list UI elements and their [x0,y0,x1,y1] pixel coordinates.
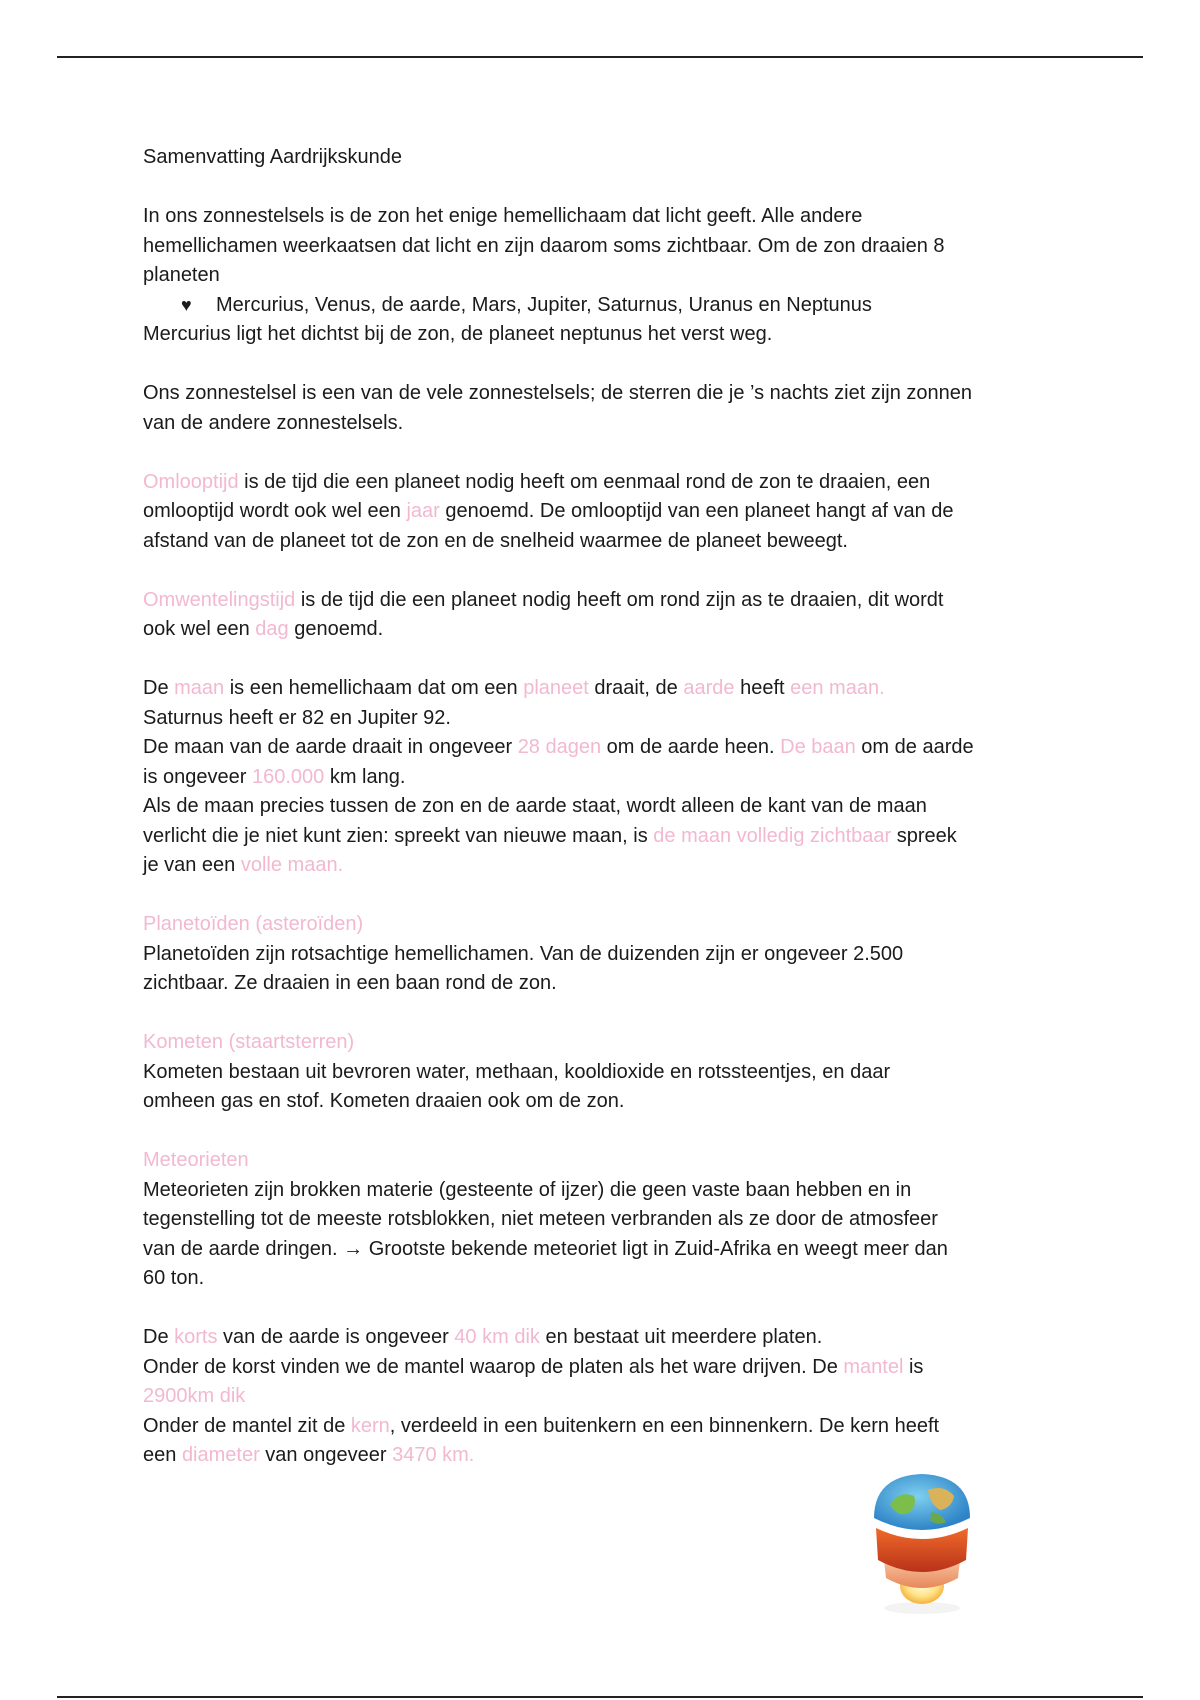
text-line: Mercurius ligt het dichtst bij de zon, de planeet neptunus het verst weg. [143,323,773,345]
text-line [143,497,1063,527]
text-run: is ongeveer [143,765,252,788]
bullet-text: Mercurius, Venus, de aarde, Mars, Jupiter, Saturnus, Uranus en Neptunus [216,293,872,316]
highlight-term: mantel [843,1355,904,1378]
section-meteorieten [143,1146,1063,1294]
text-run: ook wel een [143,618,256,640]
text-run: een [143,1444,182,1466]
text-line: Kometen bestaan uit bevroren water, methaan, kooldioxide en rotssteentjes, en daar [143,1060,891,1083]
text-line [143,1412,1063,1442]
highlight-term: 40 km dik [454,1326,540,1348]
text-run: van ongeveer [259,1444,393,1466]
text-line: van de andere zonnestelsels. [143,411,404,434]
text-run: is de tijd die een planeet nodig heeft om eenmaal rond de zon te draaien, een [238,470,931,493]
paragraph-maan [143,674,1063,881]
highlight-term: diameter [181,1444,260,1466]
highlight-term: de maan volledig zichtbaar [653,824,892,847]
text-line: tegenstelling tot de meeste rotsblokken, niet meteen verbranden als ze door de atmosfeer [143,1208,938,1230]
paragraph-omwentelingstijd [143,586,1063,645]
highlight-term: kern [350,1414,390,1437]
text-run: De [143,677,175,699]
text-run: is een hemellichaam dat om een [224,677,524,699]
highlight-term: jaar [406,500,440,522]
paragraph-zonnestelsel [143,379,1063,438]
earth-crust [874,1474,970,1530]
highlight-term: 160.000 [251,765,325,788]
paragraph-intro [143,202,1063,350]
text-line: hemellichamen weerkaatsen dat licht en zijn daarom soms zichtbaar. Om de zon draaien 8 [143,234,945,257]
highlight-term: volle maan. [240,854,344,876]
text-run: Onder de korst vinden we de mantel waarop de platen als het ware drijven. De [143,1355,844,1378]
highlight-term: Omlooptijd [143,470,239,493]
heart-bullet-icon: ♥ [181,294,192,315]
text-line: Meteorieten zijn brokken materie (gesteente of ijzer) die geen vaste baan hebben en in [143,1178,912,1201]
text-line: Als de maan precies tussen de zon en de aarde staat, wordt alleen de kant van de maan [143,795,927,817]
text-line: Ons zonnestelsel is een van de vele zonnestelsels; de sterren die je ’s nachts ziet zijn zonnen [143,382,973,404]
paragraph-aardlagen [143,1323,1063,1471]
document-body [143,143,1063,1471]
text-run: km lang. [324,765,406,788]
earth-layers-illustration [862,1468,982,1618]
bullet-item [143,291,1063,321]
text-line [143,1353,1063,1383]
highlight-term: maan [174,677,225,699]
text-run: je van een [143,854,241,876]
text-line: zichtbaar. Ze draaien in een baan rond de zon. [143,972,557,994]
text-line [143,822,1063,852]
highlight-term: 3470 km. [392,1444,475,1466]
text-line [143,615,1063,645]
text-line: Saturnus heeft er 82 en Jupiter 92. [143,706,451,729]
section-planetoiden [143,910,1063,999]
text-run: heeft [734,677,791,699]
text-line: van de aarde dringen. → Grootste bekende meteoriet ligt in Zuid-Afrika en weegt meer dan [143,1237,948,1260]
text-line: Planetoïden zijn rotsachtige hemellichamen. Van de duizenden zijn er ongeveer 2.500 [143,942,904,965]
section-heading: Kometen (staartsterren) [143,1031,355,1053]
earth-mantle [876,1528,968,1572]
text-run: is [903,1355,924,1378]
highlight-term: een maan. [790,677,885,699]
text-line: 60 ton. [143,1267,205,1289]
text-run: om de aarde [855,736,974,758]
highlight-term: 2900km dik [143,1385,246,1407]
highlight-term: korts [174,1326,218,1348]
text-run: , verdeeld in een buitenkern en een binnenkern. De kern heeft [389,1414,940,1437]
text-run: draait, de [588,677,684,699]
highlight-term: Omwentelingstijd [143,588,296,611]
text-run: is de tijd die een planeet nodig heeft om rond zijn as te draaien, dit wordt [295,588,944,611]
text-line [143,733,1063,763]
text-run: Onder de mantel zit de [143,1414,351,1437]
text-line [143,586,1063,616]
header-rule [57,56,1143,58]
section-kometen [143,1028,1063,1117]
section-heading: Planetoïden (asteroïden) [143,913,364,935]
document-title: Samenvatting Aardrijkskunde [143,146,403,168]
text-line: In ons zonnestelsels is de zon het enige hemellichaam dat licht geeft. Alle andere [143,205,863,227]
highlight-term: 28 dagen [517,736,602,758]
highlight-term: aarde [683,677,735,699]
text-run: De maan van de aarde draait in ongeveer [143,736,518,758]
text-line [143,1441,1063,1471]
text-run: omlooptijd wordt ook wel een [143,500,407,522]
text-line: planeten [143,264,220,286]
text-line [143,851,1063,881]
paragraph-omlooptijd [143,468,1063,557]
text-line [143,1323,1063,1353]
text-run: spreek [891,824,957,847]
text-run: De [143,1326,175,1348]
text-run: genoemd. De omlooptijd van een planeet hangt af van de [439,500,954,522]
text-line [143,468,1063,498]
section-heading: Meteorieten [143,1149,249,1171]
text-run: genoemd. [288,618,384,640]
highlight-term: De baan [780,736,856,758]
text-line [143,763,1063,793]
text-line: omheen gas en stof. Kometen draaien ook om de zon. [143,1090,625,1112]
highlight-term: planeet [523,677,589,699]
text-run: verlicht die je niet kunt zien: spreekt van nieuwe maan, is [143,824,654,847]
text-run: van de aarde is ongeveer [217,1326,455,1348]
text-line [143,674,1063,704]
text-run: en bestaat uit meerdere platen. [539,1326,823,1348]
text-line: afstand van de planeet tot de zon en de snelheid waarmee de planeet beweegt. [143,529,848,552]
text-run: om de aarde heen. [601,736,781,758]
highlight-term: dag [255,618,289,640]
footer-rule [57,1696,1143,1698]
